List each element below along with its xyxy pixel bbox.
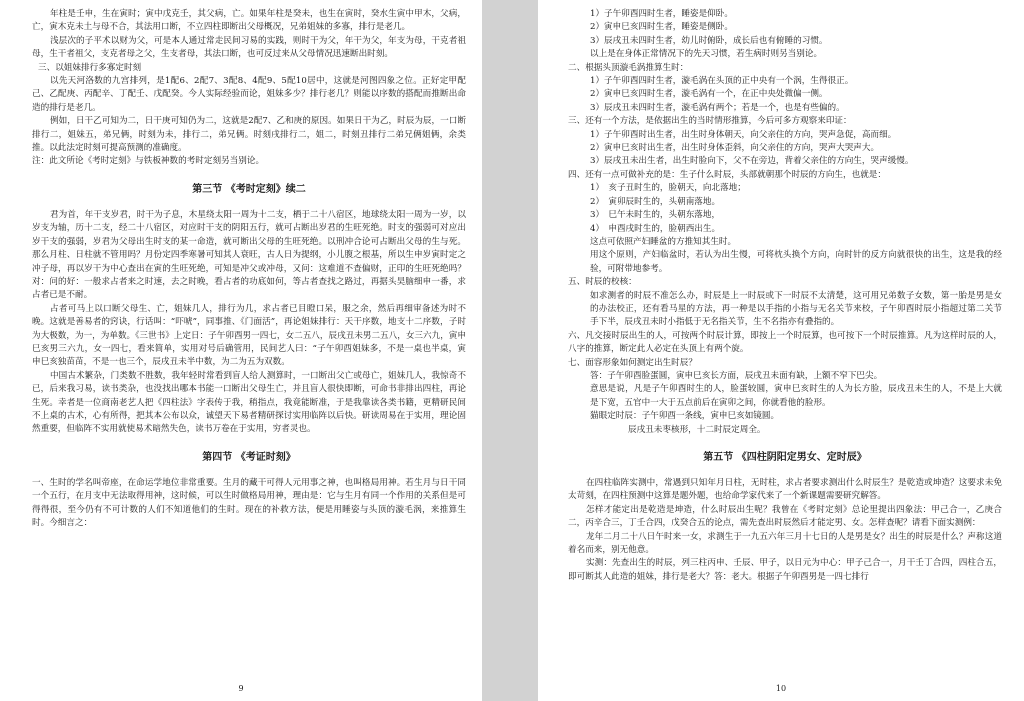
paragraph: 以上是在身体正常情况下的先天习惯，若生病时则另当别论。: [590, 49, 823, 60]
paragraph: 四、还有一点可做补充的是：生子什么时辰，头部就朝那个时辰的方向生，也就是：: [568, 169, 886, 180]
paragraph: 龙年二月二十八日午时来一女，求测生于一九五六年三月十七日的人是男是女？出生的时辰是什么？声称这道着名而来，别无他意。: [568, 531, 1002, 556]
page-number: 10: [775, 684, 787, 693]
paragraph: 占者可马上以口断父母生、亡，姐妹几人，排行为几，求占者已目瞪口呆，服之余，然后再细审备述为时不晚。这就是善易者的窍诀，行话叫：“吓唬”，同事推、《门面活”，再论姐妹排行：天干序数，地支十二序数，子时为大极数，为一，为单数。《三世书》上定日：子午卯酉男一四七，女二五八，辰戌丑未男二五八，女三六九，寅申巳亥男三六九，女一四七，看来简单，实用对号后确管用，民间艺人曰：“子午卯酉姐妹多，不是一桌也半桌，寅申巳亥独苗苗，不是一也三个，辰戌丑未半中数，为二为五为双数。: [32, 303, 466, 368]
page-10: [538, 0, 1024, 701]
paragraph: 在四柱临阵实测中，常遇到只知年月日柱，无时柱，求占者要求测出什么时辰生？是乾造或坤造？这要求未免太苛刻，在四柱预测中这算是题外题，也给命学家代来了一个新课题需要研究解答。: [568, 478, 1002, 502]
paragraph: 这点可依照产妇睡盆的方推知其生时。: [590, 236, 737, 247]
paragraph: 答：子午卯酉脸蛋圆，寅申巳亥长方面，辰戌丑未面有缺，上额不窄下巴尖。: [590, 370, 883, 381]
paragraph: 辰戌丑未枣核形，十二时辰定周全。: [628, 424, 766, 435]
paragraph: 中国古术繁杂，门类数不胜数，我年轻时常看到盲人给人测算时，一口断出父亡或母亡，姐妹几人，我惊奇不已，后来我习易，读书类杂，也没找出哪本书能一口断出父母生亡，并且盲人很快即断，可命书非排出四柱，再论生死。幸者是一位商南老艺人把《四柱法》字表传于我，稍指点，我竟能断准，于是我靠读各类书籍，更精研民间不上桌的古术，心有所得，把其本公布以众，诚望天下易者精研探讨实用临阵以后快。研读周易在于实用，理论固然重要，但临阵不实用就使易术暗然失色，读书万卷在于实用，穷者灵也。: [32, 370, 466, 435]
list-item: 1）子午卯酉四时生者，漩毛涡在头顶的正中央有一个涡，生得很正。: [590, 76, 854, 87]
paragraph: 三、还有一个方法，是依据出生的当时情形推算，今后可多方观察来印证：: [568, 116, 852, 127]
list-item: 1）子午卯酉时出生者，出生时身体朝天，向父亲住的方向，哭声急促，高而细。: [590, 129, 897, 140]
section-title: 第三节 《考时定刻》续二: [192, 183, 306, 195]
list-item: 2）寅申巳亥四时生者，睡姿是侧卧。: [590, 22, 733, 33]
paragraph: 一、生时的学名叫帝座，在命运学地位非常重要。生月的藏干可得人元用事之神，也叫格局用神。若生月与日干同一个五行，在月支中无法取得用神，这时候，可以生时做格局用神，理由是：它与生月有同一个作用的关系但是可得得很，至今仍有不可计数的人们不知道他们的生时。现在的补救方法，便是用睡姿与头顶的漩毛涡，来推算生时。今细言之：: [32, 477, 466, 528]
paragraph: 浅层次的子平术以财为父，可是本人通过常走民间习易的实践，则时干为父，年干为父，年支为母，干克者祖母，生干者祖父，支克者母之父，生支者母，其法口断，也可反过来从父母情况迅速断出时刻。: [32, 35, 466, 60]
list-item: 3）辰戌丑未四时生者，幼儿时俯卧，成长后也有俯睡的习惯。: [590, 35, 828, 46]
paragraph: 例如，日干乙可知为二，日干庚可知仍为二，这就是2配7、乙和庚的原因。如果日干为乙，时辰为辰，一口断排行二，姐妹五，弟兄俩，时刻为未，排行二，弟兄俩。时刻戌排行二，姐二，时刻丑排行二弟兄俩姐俩，余类推。以此法定时刻可提高预测的准确度。: [32, 116, 466, 154]
list-item: 3）辰戌丑未出生者，出生时脸向下，父不在旁边，背着父亲住的方向生，哭声缓慢。: [590, 156, 914, 167]
page-number: 9: [238, 684, 244, 693]
paragraph: 怎样才能定出是乾造是坤造，什么时辰出生呢？我曾在《考时定刻》总论里提出四象法：甲己合一，乙庚合二，丙辛合三，丁壬合四，戊癸合五的论点，需先查出时辰然后才能定男、女。怎样查呢？请看下面实测例：: [568, 504, 1002, 529]
paragraph: 意思是说，凡是子午卯酉时生的人，脸蛋较圆，寅申巳亥时生的人为长方脸，辰戌丑未生的人，不是上大就是下宽，五官中一大于五点前后在寅卯之间，你就看他的脸形。: [590, 384, 1002, 408]
section-title: 第四节 《考证时刻》: [202, 451, 296, 463]
list-item: 3） 巳午未时生的，头朝东落地，: [590, 210, 721, 221]
paragraph: 七、面容形象如何测定出生时辰？: [568, 357, 697, 368]
paragraph: 用这个原则，产妇临盆时，若认为出生慢，可将枕头换个方向，向时针的反方向就很快的出生，这是我的经验，可附带地参考。: [590, 250, 1002, 274]
page-9: [0, 0, 482, 701]
section-title: 第五节 《四柱阴阳定男女、定时辰》: [703, 452, 867, 463]
paragraph: 猫眼定时辰：子午卯酉一条线，寅申巳亥如镜圆。: [590, 411, 780, 422]
list-item: 2）寅申巳亥四时生者，漩毛涡有一个，在正中央处微偏一侧。: [590, 89, 828, 100]
paragraph: 三、以姐妹排行多寡定时刻: [38, 62, 142, 73]
paragraph: 君为首，年干支岁君，时干为子息，木星绕太阳一周为十二支，栖于二十八宿区，地球绕太阳一周为一岁，以岁支为轴，历十二支，经二十八宿区，对应时干支的阴阳五行，就可占断出岁君的生旺死绝。时支的强弱可对应出岁干支的强弱，岁君为父母出生时支的某一命造，就可断出父母的生旺死绝。以刑冲合论可占断出父母的生与死。那么月柱、日柱就不管用吗？月份定四季寒暑可知其人衰旺，古人日为提纲，小儿腹之根基，所以生申岁寅时定之冲子母，再以岁干为中心查出在寅的生旺死绝，可知是冲父或冲母，又问：这难道不查偏财，正印的生旺死绝吗？对：问的好：一般求占者来之时速，去之时晚，看占者的功底如何，等占者查找之路过，再据头昊脑细申一番，求占者已是不耐。: [32, 209, 466, 301]
list-item: 2） 寅卯辰时生的，头朝南落地。: [590, 196, 721, 207]
paragraph: 如求测者的时辰不准怎么办，时辰是上一时辰或下一时辰不太清楚，这可用兄弟数子女数，第一胎是男是女的办法校正，还有看马星的方法，再一种是以手指的小指与无名关节来校，子午卯酉时辰小指超过第二关节手下半，辰戌丑未时小指低于无名指关节，生不名指亦有叠指的。: [590, 290, 1002, 328]
list-item: 1） 亥子丑时生的，脸朝天，向北落地；: [590, 183, 746, 194]
paragraph: 六、凡交接时辰出生的人，可按两个时辰计算，即按上一个时辰算，也可按下一个时辰推算。凡为这样时辰的人，八字的推算，断定此人必定在头顶上有两个旋。: [568, 330, 1002, 355]
list-item: 3）辰戌丑未四时生者，漩毛涡有两个；若是一个，也是有些偏的。: [590, 102, 845, 113]
list-item: 2）寅申巳亥时出生者，出生时身体歪斜，向父亲住的方向，哭声大哭声大。: [590, 143, 880, 154]
paragraph: 以先天河洛数的九宫排列，是1配6、2配7、3配8、4配9、5配10居中，这就是河图四象之位。正好定甲配己、乙配庚、丙配辛、丁配壬、戊配癸。今人实际经验而论，姐妹多少？排行老几？则能以序数的搭配而推断出命造的排行是老几。: [32, 76, 466, 113]
note: 注：此文所论《考时定刻》与铁板神数的考时定刻另当别论。: [32, 156, 265, 167]
paragraph: 实测：先查出生的时辰，列三柱丙申、壬辰、甲子，以日元为中心：甲子己合一，月干壬丁合四，四柱合五，即可断其人此造的姐妹，排行是老大？答：老大。根据子午卯酉男是一四七排行: [568, 558, 1002, 582]
page-gutter: [482, 0, 538, 701]
paragraph: 五、时辰的校核：: [568, 277, 637, 288]
paragraph: 年柱是壬申，生在寅时；寅中戊克壬，其父病，亡。如果年柱是癸未，也生在寅时，癸水生寅中甲木，父病，亡，寅木克未土与母不合，其法用口断，不立四柱即断出父母概况，兄弟姐妹的多寡，排行是老几。: [32, 9, 466, 33]
list-item: 1）子午卯酉四时生者，睡姿是仰卧。: [590, 9, 733, 19]
list-item: 4） 申酉戌时生的，脸朝西出生。: [590, 223, 721, 234]
paragraph: 二、根据头顶漩毛涡推算生时：: [568, 62, 689, 73]
